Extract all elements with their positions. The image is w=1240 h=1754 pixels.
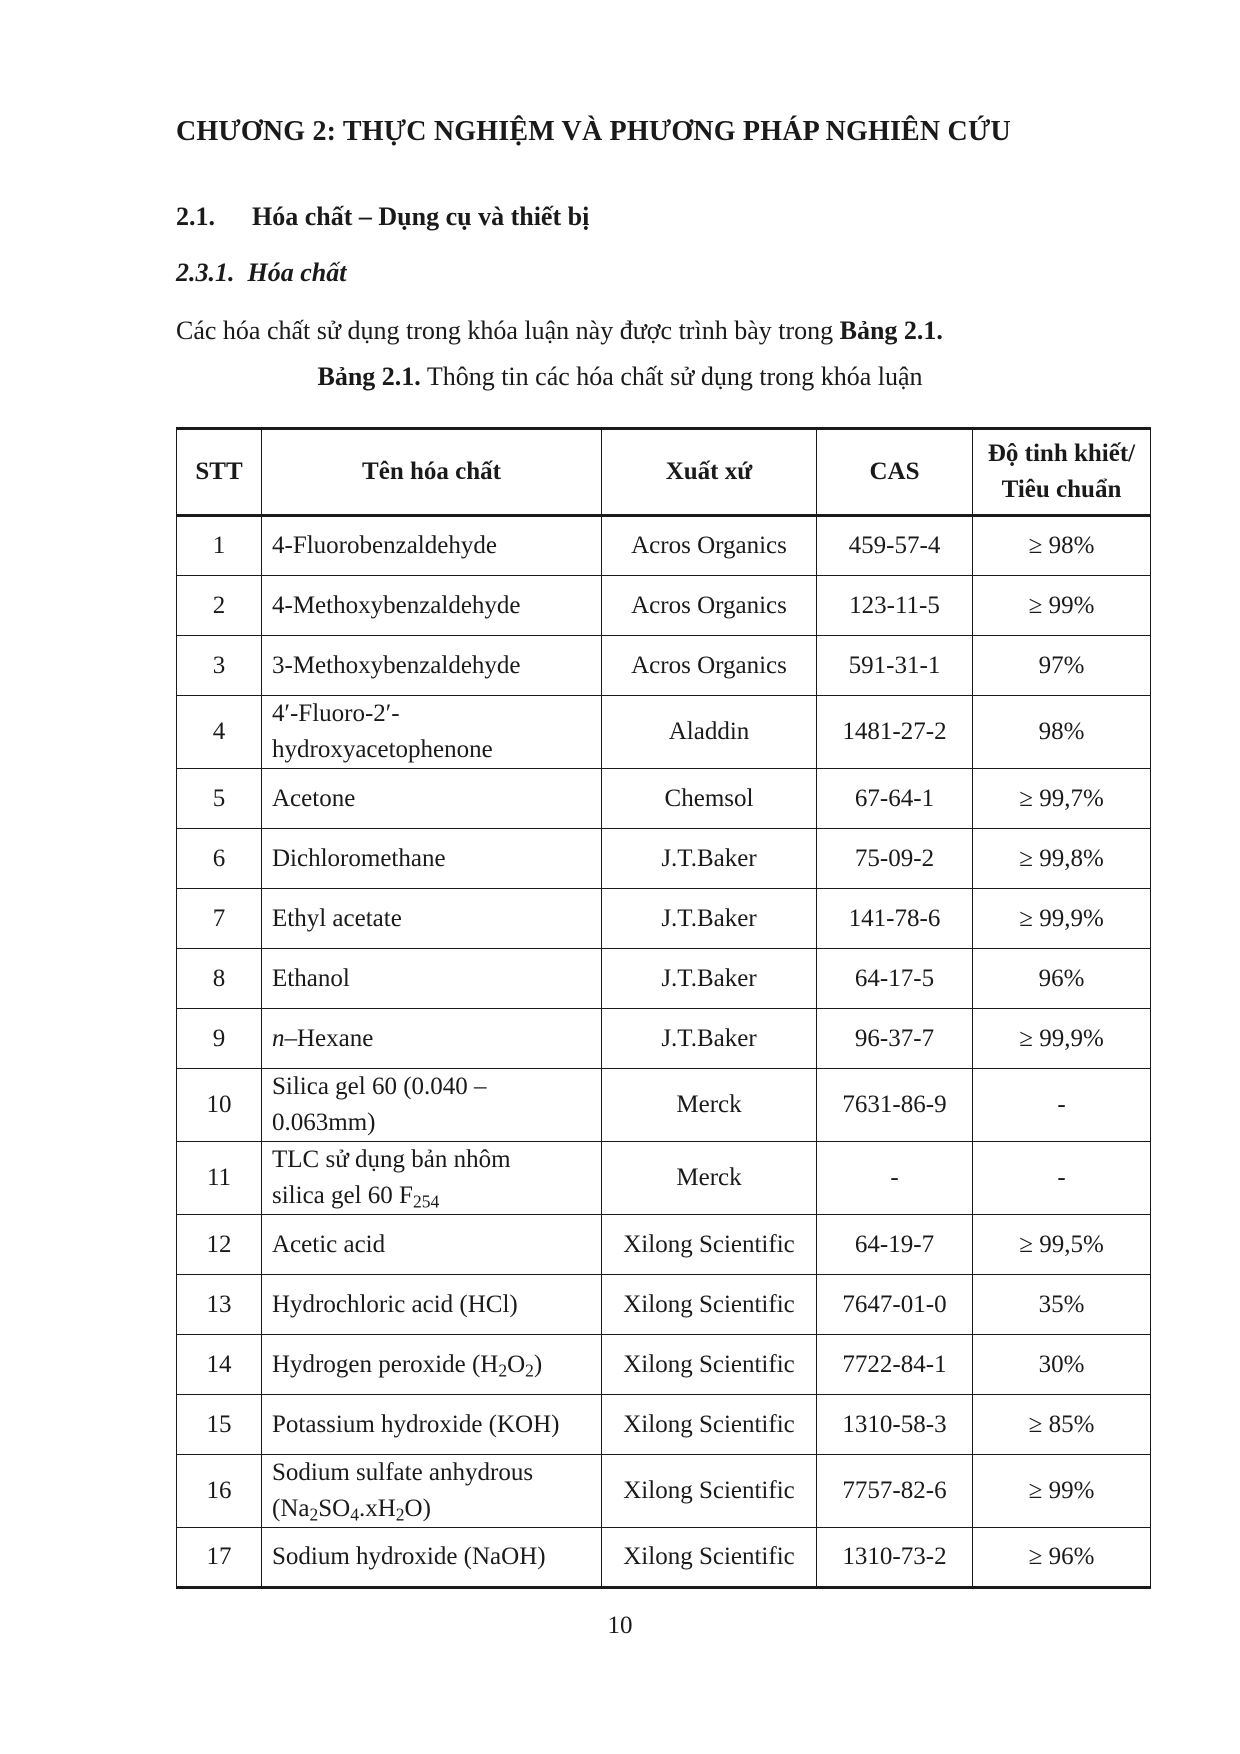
table-row xyxy=(177,1069,1151,1142)
cell-name-line1: 4′-Fluoro-2′- xyxy=(272,700,400,727)
cell-cas: 1310-58-3 xyxy=(817,1395,973,1455)
cell-origin: J.T.Baker xyxy=(602,829,817,889)
cell-name-line1: TLC sử dụng bản nhôm xyxy=(272,1146,511,1173)
cell-purity: ≥ 99,9% xyxy=(973,1009,1151,1069)
table-row xyxy=(177,636,1151,696)
cell-name: 3-Methoxybenzaldehyde xyxy=(262,636,602,696)
header-purity-line2: Tiêu chuẩn xyxy=(1001,476,1122,503)
cell-purity: 96% xyxy=(973,949,1151,1009)
cell-name-subscript: 2 xyxy=(498,1359,508,1380)
cell-origin: Merck xyxy=(602,1142,817,1215)
intro-paragraph xyxy=(176,316,943,346)
cell-origin: Xilong Scientific xyxy=(602,1215,817,1275)
table-row xyxy=(177,576,1151,636)
table-row xyxy=(177,769,1151,829)
cell-cas: 141-78-6 xyxy=(817,889,973,949)
cell-name-prefix: n xyxy=(272,1024,285,1052)
subsection-title: Hóa chất xyxy=(247,258,347,287)
cell-stt: 3 xyxy=(177,636,262,696)
cell-stt: 2 xyxy=(177,576,262,636)
cell-purity: - xyxy=(973,1142,1151,1215)
cell-purity: ≥ 99,9% xyxy=(973,889,1151,949)
cell-name xyxy=(262,1009,602,1069)
cell-name: Sodium hydroxide (NaOH) xyxy=(262,1528,602,1588)
cell-cas: 7647-01-0 xyxy=(817,1275,973,1335)
cell-stt: 11 xyxy=(177,1142,262,1215)
cell-name: Acetic acid xyxy=(262,1215,602,1275)
cell-stt: 7 xyxy=(177,889,262,949)
cell-stt: 8 xyxy=(177,949,262,1009)
cell-origin: Xilong Scientific xyxy=(602,1528,817,1588)
cell-stt: 10 xyxy=(177,1069,262,1142)
cell-origin: Chemsol xyxy=(602,769,817,829)
cell-purity: ≥ 85% xyxy=(973,1395,1151,1455)
table-caption xyxy=(0,362,1240,392)
header-purity xyxy=(973,429,1151,516)
cell-origin: Xilong Scientific xyxy=(602,1455,817,1528)
cell-cas: 459-57-4 xyxy=(817,516,973,576)
cell-name xyxy=(262,1455,602,1528)
cell-name-subscript: 2 xyxy=(309,1504,319,1525)
cell-stt: 1 xyxy=(177,516,262,576)
cell-name-part: SO xyxy=(318,1495,351,1522)
cell-name: Hydrochloric acid (HCl) xyxy=(262,1275,602,1335)
section-number: 2.1. xyxy=(176,202,215,231)
cell-purity: 98% xyxy=(973,696,1151,769)
cell-name xyxy=(262,1069,602,1142)
cell-name-part: O xyxy=(507,1350,526,1378)
cell-purity: 97% xyxy=(973,636,1151,696)
cell-name xyxy=(262,696,602,769)
cell-name: Acetone xyxy=(262,769,602,829)
cell-origin: Acros Organics xyxy=(602,636,817,696)
cell-cas: 96-37-7 xyxy=(817,1009,973,1069)
subsection-heading xyxy=(176,258,346,288)
cell-purity: ≥ 99,8% xyxy=(973,829,1151,889)
header-origin: Xuất xứ xyxy=(602,429,817,516)
cell-name: 4-Fluorobenzaldehyde xyxy=(262,516,602,576)
cell-name-part: Hydrogen peroxide (H xyxy=(272,1350,499,1378)
cell-cas: 591-31-1 xyxy=(817,636,973,696)
cell-purity: ≥ 99% xyxy=(973,576,1151,636)
cell-name-part: (Na xyxy=(272,1495,310,1522)
cell-cas: 1481-27-2 xyxy=(817,696,973,769)
cell-name: Ethyl acetate xyxy=(262,889,602,949)
table-row xyxy=(177,889,1151,949)
cell-cas: 1310-73-2 xyxy=(817,1528,973,1588)
cell-stt: 14 xyxy=(177,1335,262,1395)
table-row xyxy=(177,1009,1151,1069)
intro-text: Các hóa chất sử dụng trong khóa luận này được trình bày trong xyxy=(176,316,840,345)
page-number: 10 xyxy=(607,1612,633,1639)
cell-name xyxy=(262,1335,602,1395)
cell-name: Potassium hydroxide (KOH) xyxy=(262,1395,602,1455)
cell-cas: 67-64-1 xyxy=(817,769,973,829)
header-purity-line1: Độ tinh khiết/ xyxy=(987,440,1136,467)
table-row xyxy=(177,1528,1151,1588)
cell-origin: J.T.Baker xyxy=(602,949,817,1009)
cell-origin: Xilong Scientific xyxy=(602,1395,817,1455)
table-row xyxy=(177,1275,1151,1335)
chemicals-table xyxy=(176,427,1151,1589)
chapter-title: CHƯƠNG 2: THỰC NGHIỆM VÀ PHƯƠNG PHÁP NGHIÊN CỨU xyxy=(176,116,1011,147)
cell-name-part: ) xyxy=(533,1350,543,1378)
cell-name: 4-Methoxybenzaldehyde xyxy=(262,576,602,636)
caption-label: Bảng 2.1. xyxy=(317,362,421,391)
cell-name-line2: silica gel 60 F xyxy=(272,1182,413,1209)
caption-text: Thông tin các hóa chất sử dụng trong khóa luận xyxy=(420,362,923,391)
cell-name-part: O) xyxy=(404,1495,431,1522)
cell-stt: 6 xyxy=(177,829,262,889)
cell-origin: Xilong Scientific xyxy=(602,1335,817,1395)
cell-cas: 64-19-7 xyxy=(817,1215,973,1275)
cell-name-line1: Sodium sulfate anhydrous xyxy=(272,1459,534,1486)
table-row xyxy=(177,1335,1151,1395)
cell-stt: 15 xyxy=(177,1395,262,1455)
table-row xyxy=(177,1455,1151,1528)
table-row xyxy=(177,1215,1151,1275)
cell-origin: Acros Organics xyxy=(602,576,817,636)
cell-name-line2: hydroxyacetophenone xyxy=(272,736,493,763)
cell-cas: - xyxy=(817,1142,973,1215)
cell-purity: ≥ 99,7% xyxy=(973,769,1151,829)
header-name: Tên hóa chất xyxy=(262,429,602,516)
table-row xyxy=(177,1395,1151,1455)
cell-cas: 7722-84-1 xyxy=(817,1335,973,1395)
cell-purity: ≥ 98% xyxy=(973,516,1151,576)
cell-stt: 13 xyxy=(177,1275,262,1335)
cell-name-subscript: 2 xyxy=(395,1504,405,1525)
cell-origin: Acros Organics xyxy=(602,516,817,576)
cell-stt: 4 xyxy=(177,696,262,769)
section-title: Hóa chất – Dụng cụ và thiết bị xyxy=(252,202,590,231)
table-header-row xyxy=(177,429,1151,516)
cell-stt: 9 xyxy=(177,1009,262,1069)
cell-stt: 5 xyxy=(177,769,262,829)
cell-name: Dichloromethane xyxy=(262,829,602,889)
header-stt: STT xyxy=(177,429,262,516)
cell-purity: 35% xyxy=(973,1275,1151,1335)
header-cas: CAS xyxy=(817,429,973,516)
cell-purity: 30% xyxy=(973,1335,1151,1395)
cell-cas: 64-17-5 xyxy=(817,949,973,1009)
cell-purity: ≥ 96% xyxy=(973,1528,1151,1588)
section-heading xyxy=(176,202,589,232)
table-row xyxy=(177,1142,1151,1215)
cell-name-subscript: 2 xyxy=(525,1359,534,1380)
table-row xyxy=(177,829,1151,889)
cell-stt: 17 xyxy=(177,1528,262,1588)
cell-cas: 75-09-2 xyxy=(817,829,973,889)
cell-name-line2: 0.063mm) xyxy=(272,1109,376,1136)
table-row xyxy=(177,949,1151,1009)
cell-name-subscript: 254 xyxy=(412,1191,440,1212)
cell-purity: ≥ 99% xyxy=(973,1455,1151,1528)
cell-name xyxy=(262,1142,602,1215)
cell-cas: 7757-82-6 xyxy=(817,1455,973,1528)
cell-origin: J.T.Baker xyxy=(602,889,817,949)
cell-name-line1: Silica gel 60 (0.040 – xyxy=(272,1073,487,1100)
cell-cas: 7631-86-9 xyxy=(817,1069,973,1142)
table-row xyxy=(177,696,1151,769)
cell-name: Ethanol xyxy=(262,949,602,1009)
intro-table-ref: Bảng 2.1. xyxy=(839,316,943,345)
cell-name-rest: –Hexane xyxy=(284,1024,374,1052)
cell-stt: 12 xyxy=(177,1215,262,1275)
cell-origin: Merck xyxy=(602,1069,817,1142)
cell-origin: J.T.Baker xyxy=(602,1009,817,1069)
cell-purity: - xyxy=(973,1069,1151,1142)
cell-stt: 16 xyxy=(177,1455,262,1528)
cell-name-part: .xH xyxy=(358,1495,396,1522)
table-row xyxy=(177,516,1151,576)
cell-cas: 123-11-5 xyxy=(817,576,973,636)
cell-origin: Xilong Scientific xyxy=(602,1275,817,1335)
subsection-number: 2.3.1. xyxy=(176,258,235,287)
cell-purity: ≥ 99,5% xyxy=(973,1215,1151,1275)
cell-name-subscript: 4 xyxy=(350,1504,359,1525)
cell-origin: Aladdin xyxy=(602,696,817,769)
